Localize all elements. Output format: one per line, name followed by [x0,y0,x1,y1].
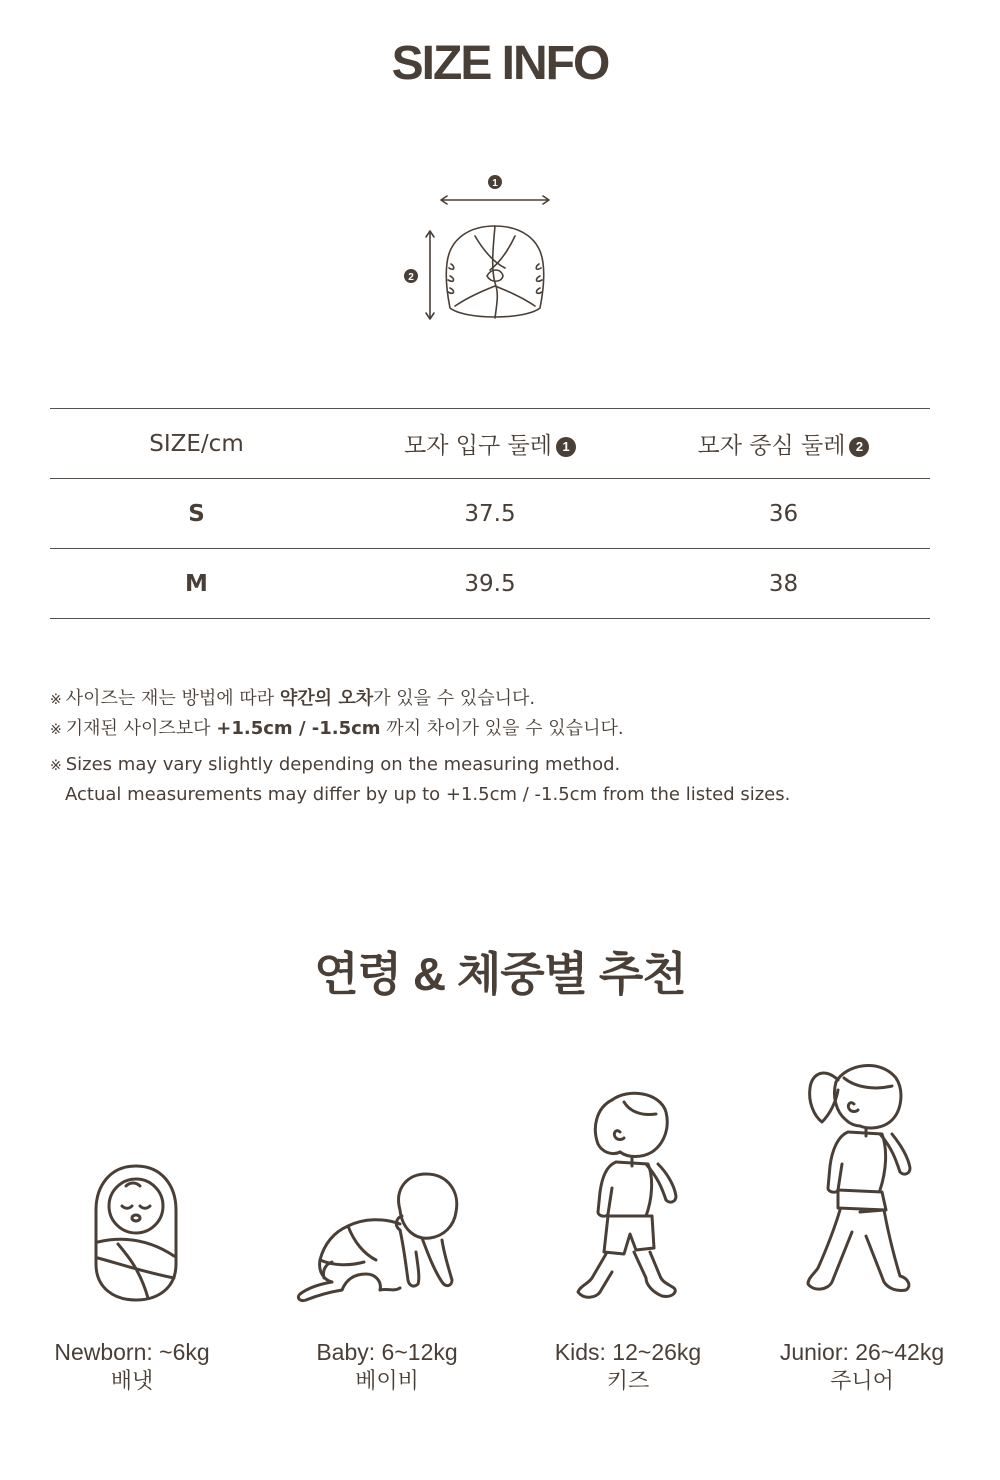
table-row [50,549,930,619]
size-info-title: SIZE INFO [391,37,609,90]
table-header-row [50,409,930,479]
age-group-kr: 베이비 [355,1369,419,1394]
table-cell: S [50,479,343,549]
age-group-newborn [12,1338,252,1396]
age-group-en: Kids: 12~26kg [554,1339,702,1365]
table-cell: M [50,549,343,619]
header-size: SIZE/cm [50,409,343,479]
age-group-junior [742,1338,982,1396]
age-group-baby [267,1338,507,1396]
swaddled-newborn-icon [88,1160,184,1306]
size-table [50,408,930,619]
age-group-kr: 키즈 [606,1369,650,1394]
diagram-label-1 [488,175,502,189]
svg-text:1: 1 [492,178,498,189]
table-cell: 38 [637,549,930,619]
badge-1: 1 [556,437,576,457]
walking-junior-girl-icon [800,1060,920,1310]
badge-2: 2 [849,437,869,457]
crawling-baby-icon [294,1170,464,1306]
diagram-label-2 [404,269,418,283]
recommendation-title: 연령 & 체중별 추천 [314,948,686,1000]
table-row [50,479,930,549]
age-group-en: Newborn: ~6kg [54,1339,210,1365]
age-group-en: Baby: 6~12kg [316,1339,458,1365]
table-cell: 36 [637,479,930,549]
age-group-kr: 주니어 [830,1369,894,1394]
table-cell: 37.5 [343,479,637,549]
note-kr-1: ※ 사이즈는 재는 방법에 따라 약간의 오차가 있을 수 있습니다. [50,688,536,709]
note-en-1: ※ Sizes may vary slightly depending on the measuring method. [50,754,621,775]
walking-kid-icon [572,1088,684,1310]
age-group-kr: 배냇 [110,1369,154,1394]
table-cell: 39.5 [343,549,637,619]
note-en-2: Actual measurements may differ by up to +1.5cm / -1.5cm from the listed sizes. [65,784,791,805]
header-opening-circumference: 모자 입구 둘레 1 [343,409,637,479]
header-center-circumference: 모자 중심 둘레 2 [637,409,930,479]
note-kr-2: ※ 기재된 사이즈보다 +1.5cm / -1.5cm 까지 차이가 있을 수 있습니다. [50,718,624,739]
age-group-en: Junior: 26~42kg [779,1339,945,1365]
hat-measurement-diagram [395,168,565,328]
svg-text:2: 2 [408,272,414,283]
age-group-kids [508,1338,748,1396]
